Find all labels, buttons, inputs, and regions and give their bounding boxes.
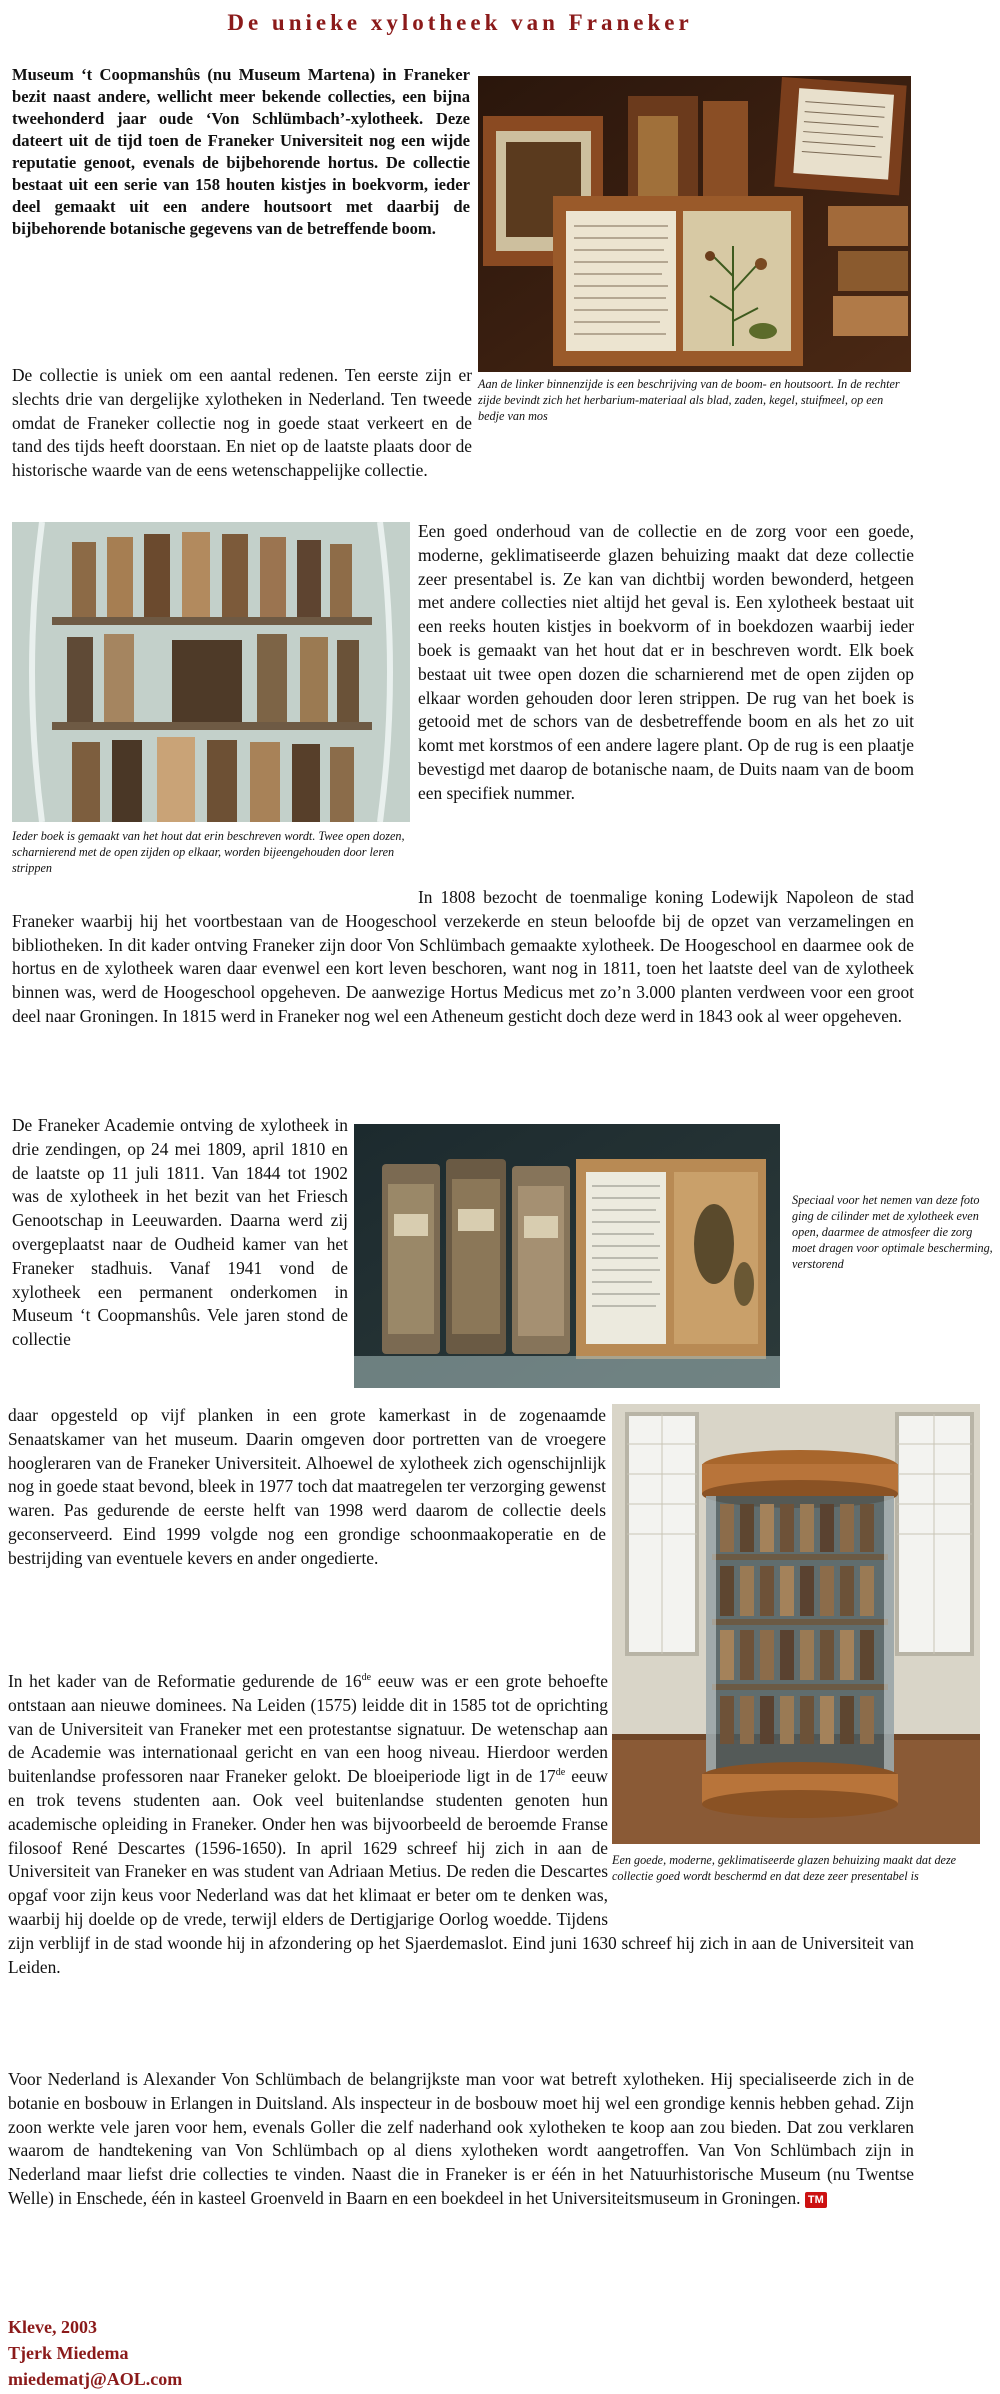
paragraph-history-1808-text: In 1808 bezocht de toenmalige koning Lodewijk Napoleon de stad Franeker waarbij hij het voortbestaan van de Hoogeschool verzekerde en steun beloofde bij de opzet van verzamelingen en bibliotheken. In dit kader ontving Franeker zijn door Von Schlümbach gemaakte xylotheek. De Hoogeschool en daarmee ook de hortus en de xylotheek waren daar evenwel een kort leven beschoren, want nog in 1811, toen het laatste deel van de xylotheek binnen was, werd de Hoogeschool opgeheven. De aanwezige Hortus Medicus met zo’n 3.000 planten verdween voor een groot deel naar Groningen. In 1815 werd in Franeker nog wel een Atheneum gesticht doch deze werd in 1843 ook al weer opgeheven. bbox=[12, 887, 914, 1026]
signature-block bbox=[8, 2314, 182, 2392]
signature-place-year: Kleve, 2003 bbox=[8, 2317, 97, 2337]
photo-cylinder-room-caption: Een goede, moderne, geklimatiseerde glazen behuizing maakt dat deze collectie goed wordt beschermd en dat deze zeer presentabel is bbox=[612, 1853, 957, 1883]
paragraph-history-1808 bbox=[12, 886, 914, 1029]
paragraph-reformation-text-a: In het kader van de Reformatie gedurende de 16 bbox=[8, 1671, 362, 1691]
superscript-de-2: de bbox=[555, 1767, 566, 1779]
signature-email[interactable]: miedematj@AOL.com bbox=[8, 2369, 183, 2389]
intro-paragraph: Museum ‘t Coopmanshûs (nu Museum Martena) in Franeker bezit naast andere, wellicht meer bekende collecties, een bijna tweehonderd jaar oude ‘Von Schlümbach’-xylotheek. Deze dateert uit de tijd toen de Franeker Universiteit nog een wijde reputatie genoot, evenals de bijbehorende hortus. De collectie bestaat uit een serie van 158 houten kistjes in boekvorm, ieder deel gemaakt uit een andere houtsoort met daarbij de bijbehorende botanische gegevens van de betreffende boom. bbox=[12, 65, 470, 238]
paragraph-von-schlumbach-text: Voor Nederland is Alexander Von Schlümbach de belangrijkste man voor wat betreft xylotheken. Hij specialiseerde zich in de botanie en bosbouw in Erlangen in Duitsland. Als inspecteur in de bosbouw moet hij wel een grondige kennis hebben gehad. Zijn zoon werkte vele jaren voor hem, evenals Goller die zelf naderhand ook xylotheken te koop aan zou bieden. Dat zou verklaren waarom de handtekening van Von Schlümbach op al diens xylotheken wordt aangetroffen. Van Von Schlümbach zijn in Nederland maar liefst drie collecties te vinden. Naast die in Franeker is er één in het Natuurhistorische Museum (nu Twentse Welle) in Enschede, één in kasteel Groenveld in Baarn en een boekdeel in het Universiteitsmuseum in Groningen. bbox=[8, 2069, 914, 2208]
page-title: De unieke xylotheek van Franeker bbox=[227, 10, 693, 35]
paragraph-reformation bbox=[8, 1670, 914, 1979]
paragraph-maintenance: Een goed onderhoud van de collectie en de zorg voor een goede, moderne, geklimatiseerde glazen behuizing maakt dat deze collectie zeer presentabel is. Ze kan van dichtbij worden bewonderd, hetgeen met andere collecties niet altijd het geval is. Een xylotheek bestaat uit een reeks houten kistjes in boekvorm of in boekdozen waarbij ieder boek is gemaakt van het hout dat er in beschreven wordt. Elk boek bestaat uit twee open dozen die scharnierend met de open zijden op elkaar worden gehouden door leren strippen. De rug van het boek is getooid met de schors van de desbetreffende boom en als het zo uit komt met korstmos of een andere lagere plant. Op de rug is een plaatje bevestigd met daarop de botanische naam, de Duits naam van de boom een specifiek nummer. bbox=[418, 521, 914, 803]
paragraph-reformation-text-c: eeuw en trok tevens studenten aan. Ook veel buitenlandse studenten genoten hun academische opleiding in Franeker. Onder hen was bijvoorbeeld de beroemde Franse filosoof René Descartes (1596-1650). In april 1629 schreef hij zich in aan de Universiteit van Franeker en was student van Adriaan Metius. De reden die Descartes opgaf voor zijn keus voor Nederland was dat het klimaat er beter om te denken was, waarbij hij doelde op de vrede, terwijl elders de Dertigjarige Oorlog woedde. Tijdens zijn verblijf in de stad woonde hij in afzondering op het Sjaerdemaslot. Eind juni 1630 schreef hij zich in aan de Universiteit van Leiden. bbox=[8, 1766, 914, 1977]
photo-books-closeup-caption: Speciaal voor het nemen van deze foto ging de cilinder met de xylotheek even open, daarmee de atmosfeer die zorg moet dragen voor optimale bescherming, verstorend bbox=[792, 1193, 993, 1271]
superscript-de-1: de bbox=[361, 1672, 372, 1684]
caption-spacer bbox=[472, 364, 912, 438]
paragraph-uniqueness bbox=[12, 364, 912, 483]
signature-author: Tjerk Miedema bbox=[8, 2343, 129, 2363]
photo-open-books-caption: Aan de linker binnenzijde is een beschrijving van de boom- en houtsoort. In de rechter zijde bevindt zich het herbarium-materiaal als blad, zaden, kegel, stuifmeel, op een bedje van mos bbox=[478, 377, 900, 423]
paragraph-senaatskamer: daar opgesteld op vijf planken in een grote kamerkast in de zogenaamde Senaatskamer van het museum. Daarin omgeven door portretten van de vroegere hoogleraren van de Franeker Universiteit. Alhoewel de xylotheek zich ogenschijnlijk nog in goede staat bevond, bleek in 1977 toch dat maatregelen ter verzorging gewenst waren. Pas gedurende de eerste helft van 1998 werd daarom de collectie deels geconserveerd. Eind 1999 volgde nog een grondige schoonmaakoperatie en de bestrijding van eventuele kevers en ander ongedierte. bbox=[8, 1405, 606, 1568]
paragraph-academy: De Franeker Academie ontving de xylotheek in drie zendingen, op 24 mei 1809, april 1810 en de laatste op 11 juli 1811. Van 1844 tot 1902 was de xylotheek in het bezit van het Friesch Genootschap in Leeuwarden. Daarna werd zij overgeplaatst naar de Oudheid kamer van het Franeker stadhuis. Vanaf 1941 vond de xylotheek een permanent onderkomen in Museum ‘t Coopmanshûs. Vele jaren stond de collectie bbox=[12, 1115, 348, 1350]
end-mark-icon: TM bbox=[805, 2192, 827, 2208]
paragraph-uniqueness-text: De collectie is uniek om een aantal redenen. Ten eerste zijn er slechts drie van dergelijke xylotheken in Nederland. Ten tweede omdat de Franeker collectie nog in goede staat verkeert en de tand des tijds heeft doorstaan. En niet op de laatste plaats door de historische waarde van de eens wetenschappelijke collectie. bbox=[12, 365, 472, 481]
photo-open-books bbox=[478, 76, 911, 372]
paragraph-reformation-text-b: eeuw was er een grote behoefte ontstaan aan nieuwe dominees. Na Leiden (1575) leidde dit in 1585 tot de oprichting van de Universiteit van Franeker met een protestantse signatuur. De wetenschap aan de Academie was internationaal gericht en van een hoog niveau. Hierdoor werden buitenlandse professoren naar Franeker gelokt. De bloeiperiode ligt in de 17 bbox=[8, 1671, 608, 1787]
caption-spacer bbox=[608, 1670, 914, 1928]
photo-cylinder-closeup-caption: Ieder boek is gemaakt van het hout dat erin beschreven wordt. Twee open dozen, scharnierend met de open zijden op elkaar, worden bijeengehouden door leren strippen bbox=[12, 829, 405, 875]
photo-cylinder-closeup bbox=[12, 522, 410, 822]
photo-books-closeup bbox=[354, 1124, 780, 1388]
caption-spacer bbox=[12, 886, 418, 906]
paragraph-von-schlumbach bbox=[8, 2068, 914, 2211]
